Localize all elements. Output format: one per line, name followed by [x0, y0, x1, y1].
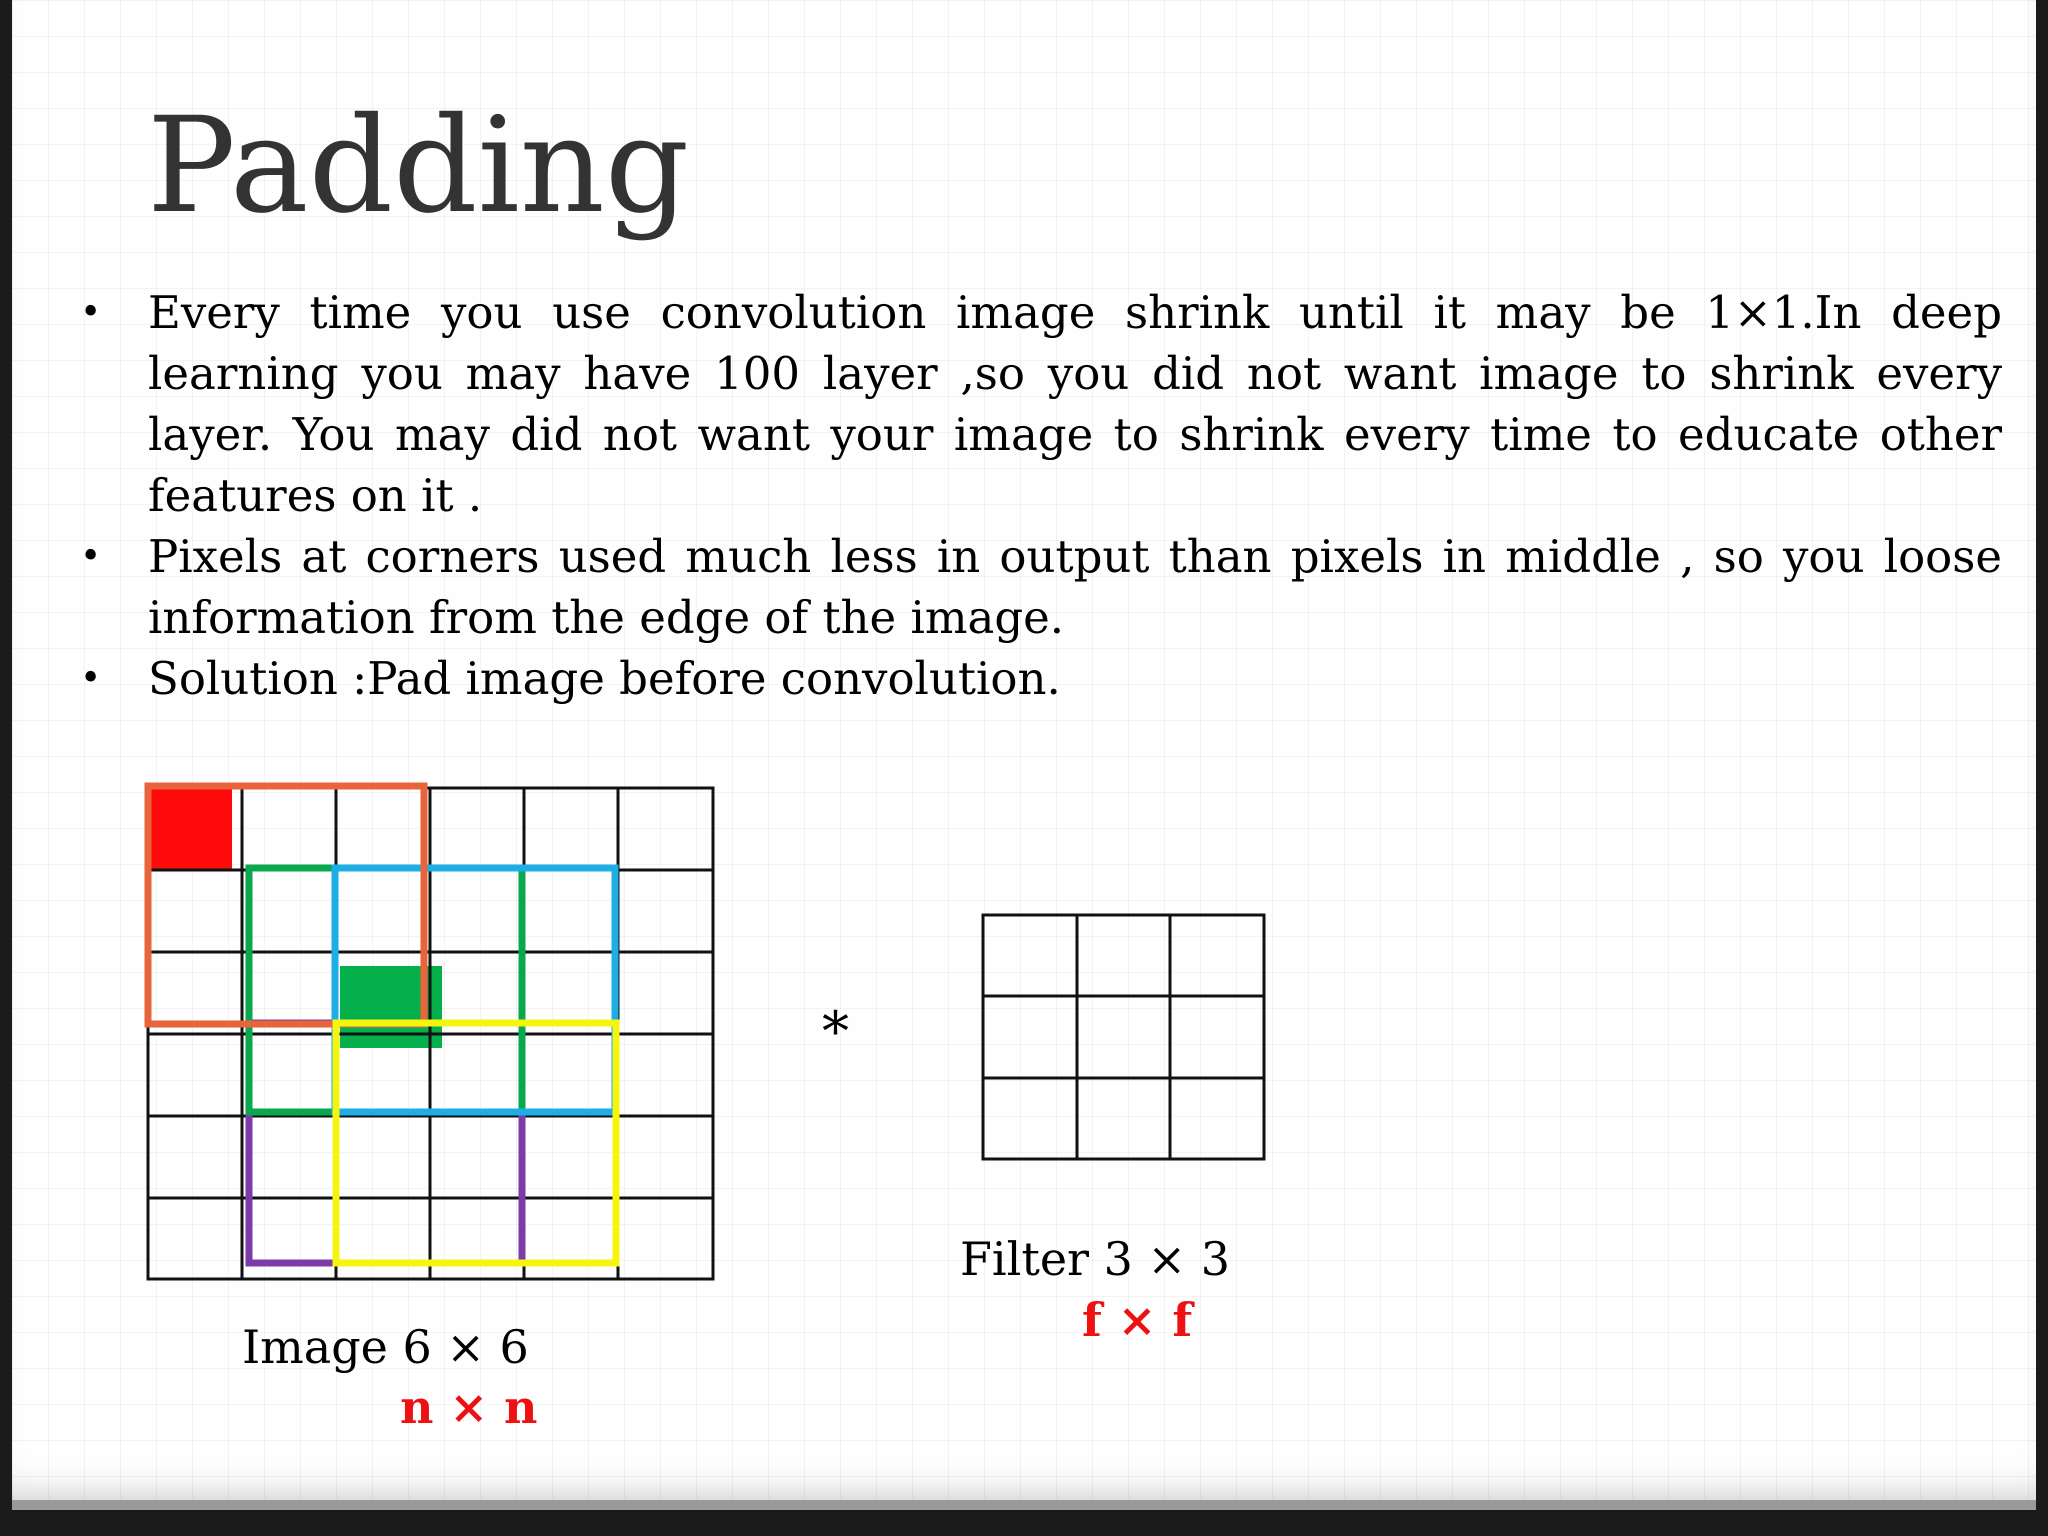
grid-lines [148, 788, 713, 1279]
image-dims: n × n [400, 1380, 538, 1434]
filter-3x3-grid [970, 905, 1270, 1165]
bullet-item: • Pixels at corners used much less in output than pixels in middle , so you loose information from the edge of the image. [72, 526, 2002, 648]
bullet-item: • Solution :Pad image before convolution. [72, 648, 2002, 709]
slide [12, 0, 2036, 1510]
filter-dims: f × f [1082, 1293, 1193, 1347]
window-purple [249, 1023, 522, 1263]
bullet-list [72, 282, 2002, 709]
window-yellow [336, 1023, 616, 1263]
filter-caption: Filter 3 × 3 [960, 1232, 1230, 1286]
corner-pixel [148, 788, 232, 871]
slide-title: Padding [147, 89, 690, 243]
convolution-operator: * [822, 1000, 849, 1063]
image-caption: Image 6 × 6 [242, 1320, 529, 1374]
filter-grid-lines [983, 915, 1264, 1159]
image-6x6-grid [137, 775, 727, 1295]
bullet-item: • Every time you use convolution image shrink until it may be 1×1.In deep learning you may have 100 layer ,so you did not want image to shrink every layer. You may did not want your image to shrink every time to educate other features on it . [72, 282, 2002, 526]
